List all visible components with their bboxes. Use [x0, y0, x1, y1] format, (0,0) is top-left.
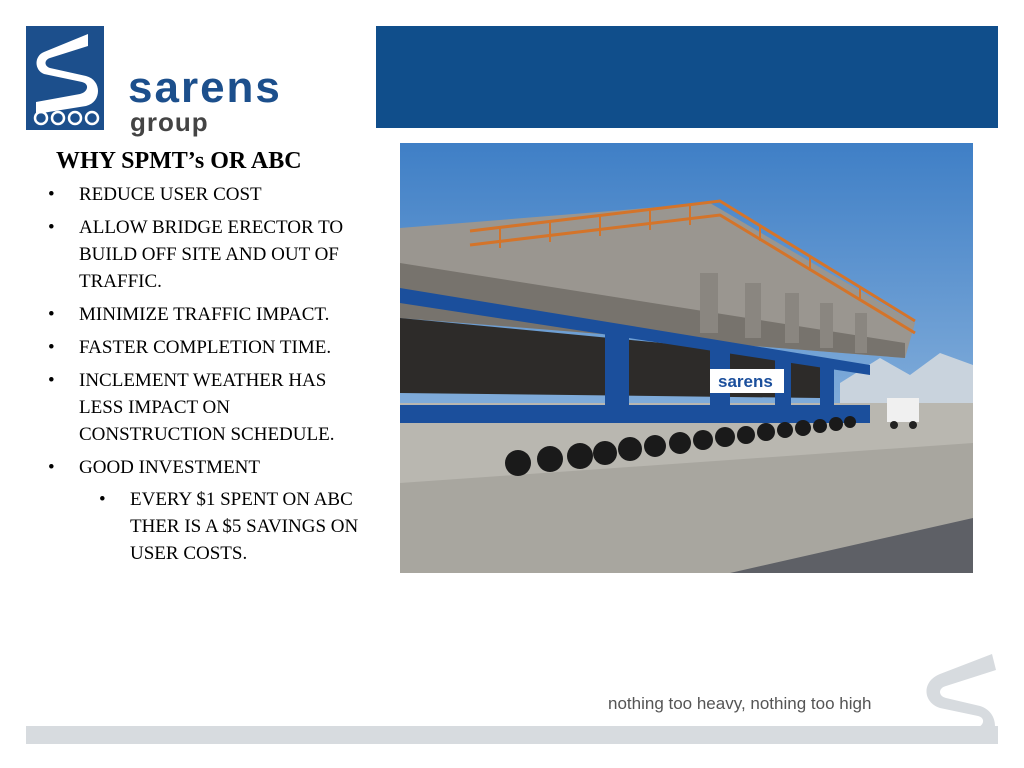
- bullet-item: • MINIMIZE TRAFFIC IMPACT.: [44, 301, 374, 328]
- brand-subtitle: group: [130, 107, 209, 137]
- bullet-item: • INCLEMENT WEATHER HAS LESS IMPACT ON CONSTRUCTION SCHEDULE.: [44, 367, 374, 448]
- slide-title: WHY SPMT’s OR ABC: [56, 148, 302, 174]
- bullet-item: • ALLOW BRIDGE ERECTOR TO BUILD OFF SITE AND OUT OF TRAFFIC.: [44, 214, 374, 295]
- sarens-logo-icon: [26, 26, 104, 130]
- brand-name: sarens: [128, 63, 282, 112]
- bridge-spmt-photo: [400, 143, 973, 573]
- brand-logo-text: [128, 63, 282, 137]
- header-banner: [376, 26, 998, 128]
- bullet-item-label: GOOD INVESTMENT: [79, 457, 261, 478]
- bullet-item: • REDUCE USER COST: [44, 181, 374, 208]
- sarens-watermark-icon: [918, 650, 998, 749]
- bullet-list: [44, 181, 374, 573]
- sub-bullet-item: • EVERY $1 SPENT ON ABC THER IS A $5 SAVINGS ON USER COSTS.: [79, 486, 374, 567]
- bullet-item-with-sub: [44, 454, 374, 567]
- bullet-item: • FASTER COMPLETION TIME.: [44, 334, 374, 361]
- sub-bullet-list: [79, 486, 374, 567]
- footer-bar: [26, 726, 998, 744]
- truck-sarens-label: sarens: [718, 372, 773, 391]
- footer-tagline: nothing too heavy, nothing too high: [608, 694, 872, 713]
